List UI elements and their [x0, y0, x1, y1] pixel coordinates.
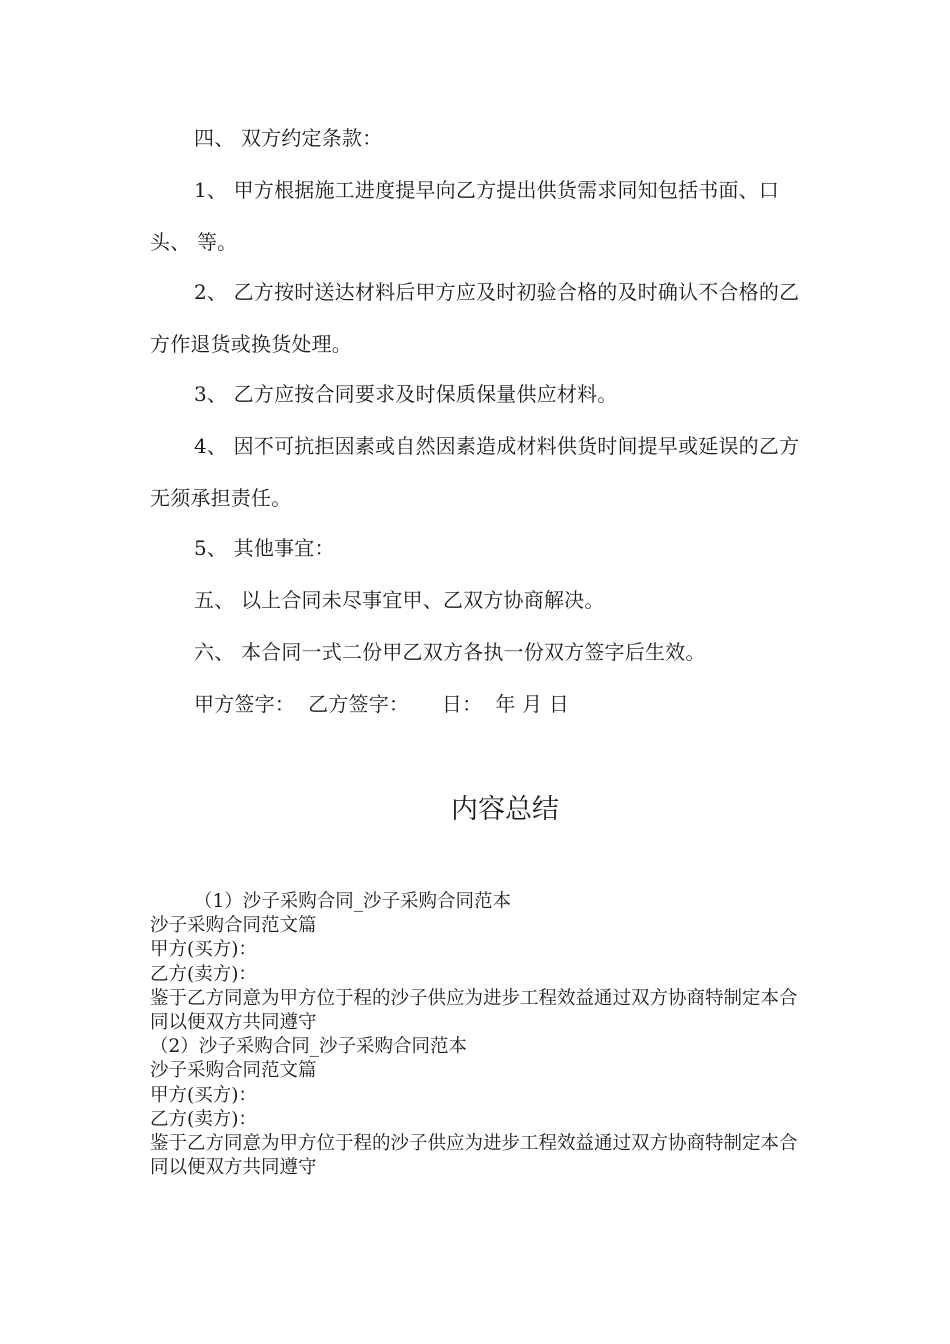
summary-item-body: 鉴于乙方同意为甲方位于程的沙子供应为进步工程效益通过双方协商特制定本合同以便双方共同遵守 [150, 1133, 798, 1179]
summary-item [150, 1035, 810, 1180]
summary-section [150, 890, 810, 1180]
clause-item-1: 1、 甲方根据施工进度提早向乙方提出供货需求同知包括书面、口头、 等。 [150, 178, 780, 254]
summary-item-heading: （1）沙子采购合同_沙子采购合同范本 [194, 891, 512, 912]
summary-item-body: 鉴于乙方同意为甲方位于程的沙子供应为进步工程效益通过双方协商特制定本合同以便双方共同遵守 [150, 987, 798, 1034]
signature-line: 甲方签字： 乙方签字： 日： 年 月 日 [194, 692, 570, 716]
summary-title: 内容总结 [451, 794, 559, 825]
summary-item-buyer: 甲方(买方)： [150, 1084, 257, 1106]
summary-item-seller: 乙方(卖方)： [150, 963, 257, 985]
clause-item-4: 4、 因不可抗拒因素或自然因素造成材料供货时间提早或延误的乙方无须承担责任。 [150, 434, 800, 510]
clause-item-5: 5、 其他事宜： [194, 536, 335, 560]
summary-item-subtitle: 沙子采购合同范文篇 [150, 915, 317, 937]
clause-section-six: 六、 本合同一式二份甲乙双方各执一份双方签字后生效。 [194, 640, 706, 664]
clause-section-four: 四、 双方约定条款： [194, 126, 383, 150]
clause-section-five: 五、 以上合同未尽事宜甲、乙双方协商解决。 [194, 588, 605, 612]
summary-item-seller: 乙方(卖方)： [150, 1108, 257, 1130]
summary-item-buyer: 甲方(买方)： [150, 939, 257, 961]
summary-item-subtitle: 沙子采购合同范文篇 [150, 1060, 317, 1082]
summary-item-heading: （2）沙子采购合同_沙子采购合同范本 [150, 1036, 468, 1058]
clause-item-3: 3、 乙方应按合同要求及时保质保量供应材料。 [194, 382, 618, 406]
summary-item [150, 890, 810, 1035]
clause-item-2: 2、 乙方按时送达材料后甲方应及时初验合格的及时确认不合格的乙方作退货或换货处理。 [150, 280, 800, 356]
